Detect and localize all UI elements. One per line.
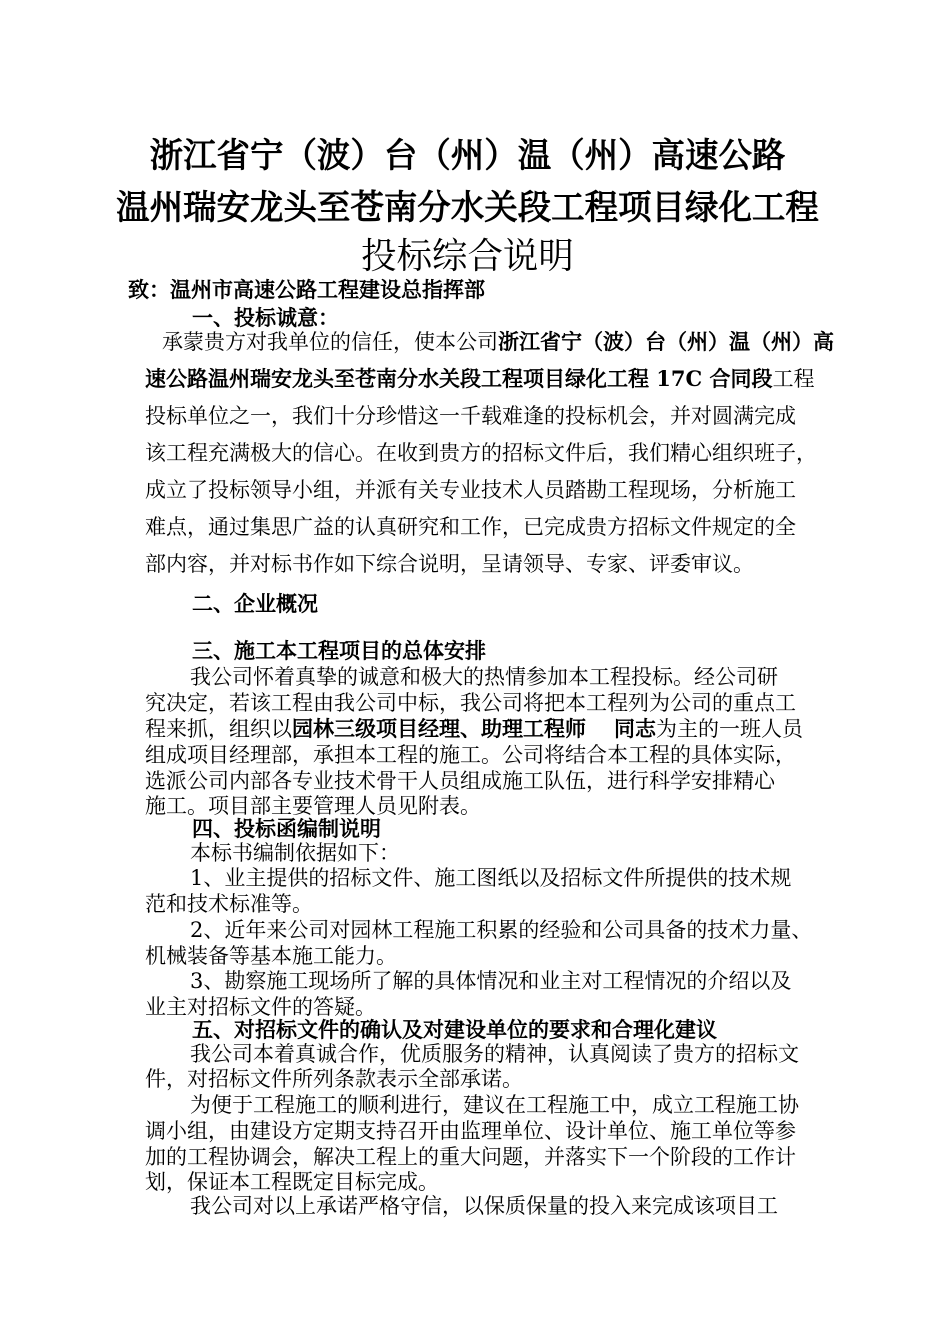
section5-line-3: 为便于工程施工的顺利进行，建议在工程施工中，成立工程施工协 (190, 1093, 799, 1117)
title-line-2: 温州瑞安龙头至苍南分水关段工程项目绿化工程 (116, 188, 819, 228)
section5-line-6: 划，保证本工程既定目标完成。 (145, 1170, 439, 1194)
section1-line-6: 难点，通过集思广益的认真研究和工作，已完成贵方招标文件规定的全 (145, 515, 796, 539)
addressee: 致：温州市高速公路工程建设总指挥部 (128, 277, 485, 302)
section4-line-5: 机械装备等基本施工能力。 (145, 944, 397, 968)
section3-line-6: 施工。项目部主要管理人员见附表。 (145, 794, 481, 818)
section3-line-2: 究决定，若该工程由我公司中标，我公司将把本工程列为公司的重点工 (145, 691, 796, 715)
section1-line-3: 投标单位之一，我们十分珍惜这一千载难逢的投标机会，并对圆满完成 (145, 404, 796, 428)
section5-heading: 五、对招标文件的确认及对建设单位的要求和合理化建议 (192, 1017, 717, 1042)
section3-line-4: 组成项目经理部，承担本工程的施工。公司将结合本工程的具体实际， (145, 743, 796, 767)
section1-line-1a: 承蒙贵方对我单位的信任，使本公司 (162, 330, 498, 354)
section5-line-7: 我公司对以上承诺严格守信，以保质保量的投入来完成该项目工 (190, 1194, 778, 1218)
section3-heading: 三、施工本工程项目的总体安排 (192, 638, 486, 663)
section3-line-3c: 同志 (614, 716, 656, 741)
section1-line-2b: 工程 (772, 367, 815, 391)
section3-line-3d: 为主的一班人员 (656, 717, 803, 741)
section4-line-3: 范和技术标准等。 (145, 892, 313, 916)
section1-line-2 (145, 363, 815, 393)
section3-line-1: 我公司怀着真挚的诚意和极大的热情参加本工程投标。经公司研 (190, 665, 778, 689)
section4-line-4: 2、近年来公司对园林工程施工积累的经验和公司具备的技术力量、 (190, 918, 813, 942)
section4-line-1: 本标书编制依据如下： (190, 841, 400, 865)
section3-line-3b: 园林三级项目经理、助理工程师 (292, 716, 586, 741)
section4-line-7: 业主对招标文件的答疑。 (145, 995, 376, 1019)
section5-line-1: 我公司本着真诚合作，优质服务的精神，认真阅读了贵方的招标文 (190, 1042, 799, 1066)
section5-line-5: 加的工程协调会，解决工程上的重大问题，并落实下一个阶段的工作计 (145, 1145, 796, 1169)
section5-line-2: 件，对招标文件所列条款表示全部承诺。 (145, 1067, 523, 1091)
section4-line-6: 3、勘察施工现场所了解的具体情况和业主对工程情况的介绍以及 (190, 969, 792, 993)
title-line-3: 投标综合说明 (361, 236, 574, 277)
section1-line-1 (162, 326, 834, 356)
section1-line-7: 部内容，并对标书作如下综合说明，呈请领导、专家、评委审议。 (145, 552, 754, 576)
section4-line-2: 1、业主提供的招标文件、施工图纸以及招标文件所提供的技术规 (190, 866, 792, 890)
section2-heading: 二、企业概况 (192, 591, 318, 616)
section1-line-5: 成立了投标领导小组，并派有关专业技术人员踏勘工程现场，分析施工 (145, 478, 796, 502)
section1-line-2a: 速公路温州瑞安龙头至苍南分水关段工程项目绿化工程 17C 合同段 (145, 366, 773, 391)
section1-line-4: 该工程充满极大的信心。在收到贵方的招标文件后，我们精心组织班子， (145, 441, 817, 465)
section3-line-3a: 程来抓，组织以 (145, 717, 292, 741)
title-line-1: 浙江省宁（波）台（州）温（州）高速公路 (149, 136, 786, 176)
section1-line-1b: 浙江省宁（波）台（州）温（州）高 (498, 329, 834, 354)
section1-heading: 一、投标诚意： (192, 305, 339, 330)
section5-line-4: 调小组，由建设方定期支持召开由监理单位、设计单位、施工单位等参 (145, 1119, 796, 1143)
section4-heading: 四、投标函编制说明 (192, 816, 381, 841)
section3-line-5: 选派公司内部各专业技术骨干人员组成施工队伍，进行科学安排精心 (145, 769, 775, 793)
